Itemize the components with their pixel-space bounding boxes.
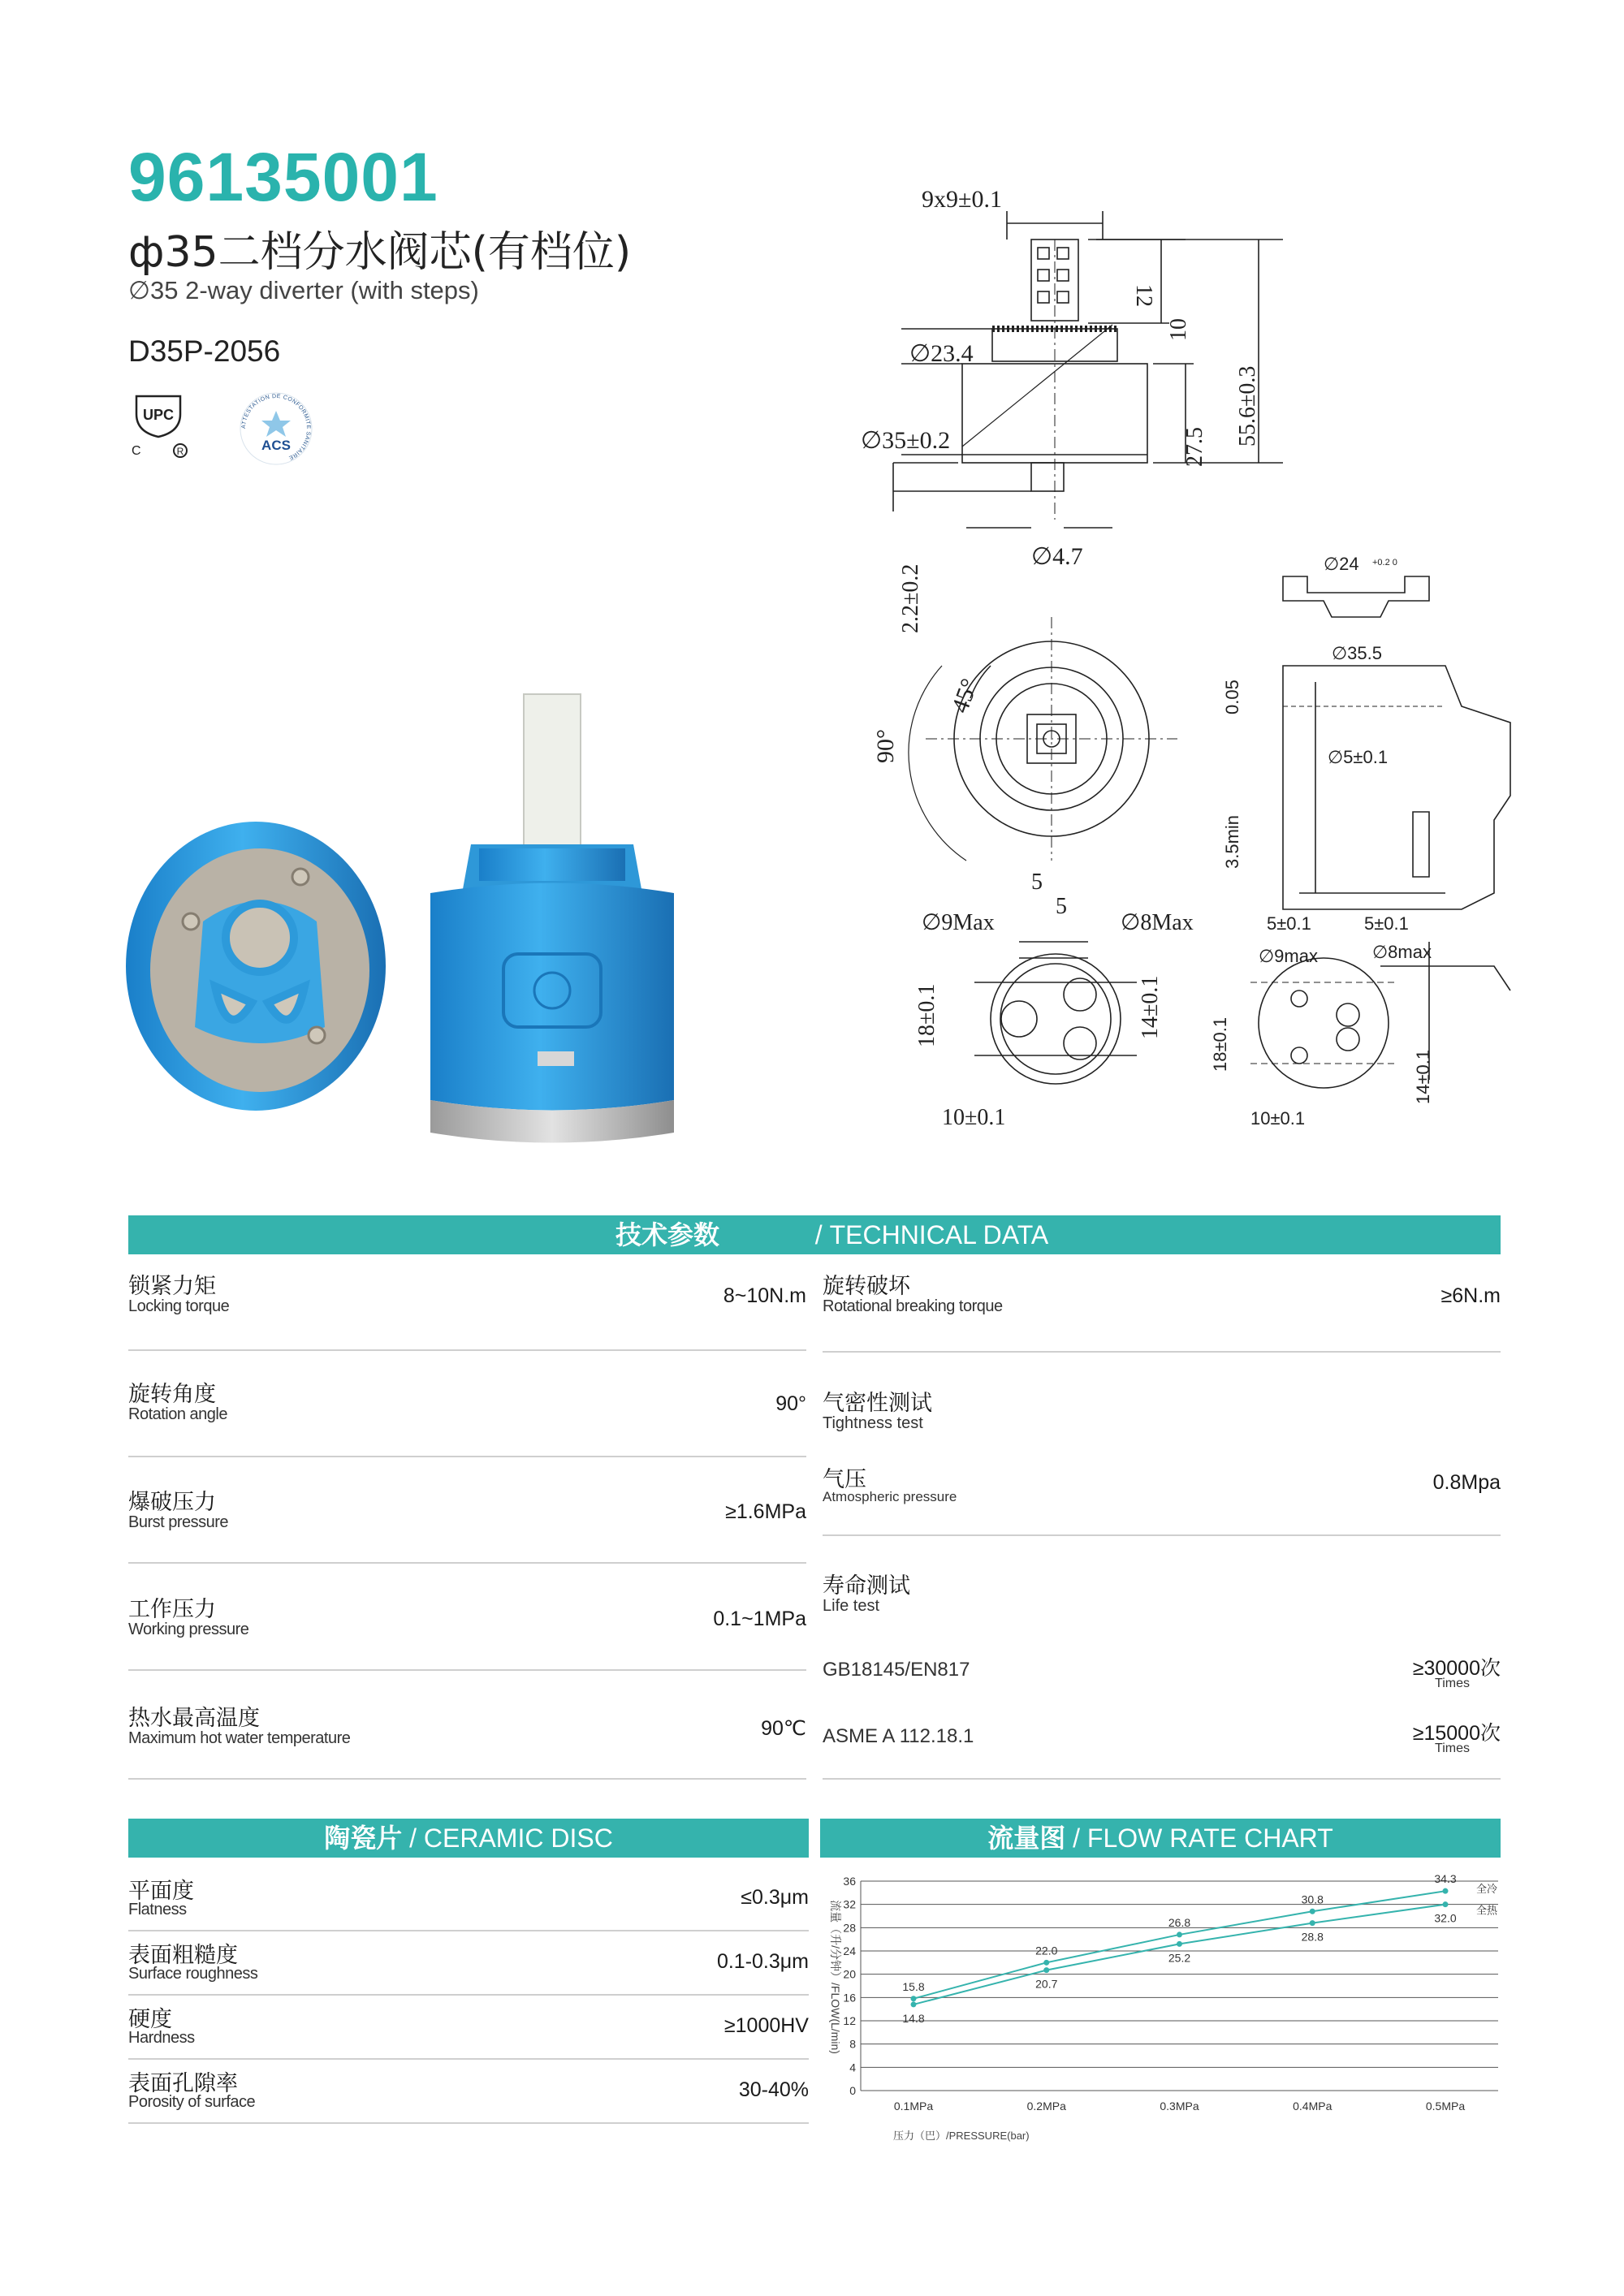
label-body-height: 27.5: [1182, 427, 1207, 467]
ceramic-name-cn: 硬度: [128, 2007, 172, 2032]
life-test-unit: Times: [1435, 1677, 1470, 1690]
label-seat-5b: 5±0.1: [1364, 913, 1409, 934]
chart-y-tick-label: 20: [843, 1967, 856, 1981]
chart-data-label: 28.8: [1301, 1930, 1324, 1944]
chart-x-tick-label: 0.4MPa: [1293, 2100, 1332, 2113]
label-total-height: 55.6±0.3: [1235, 365, 1260, 447]
spec-row: [128, 1482, 806, 1564]
spec-name-en: Burst pressure: [128, 1513, 229, 1531]
spec-name-cn: 锁紧力矩: [128, 1274, 216, 1299]
spec-name-en: Working pressure: [128, 1621, 249, 1638]
chart-y-tick-label: 32: [843, 1897, 856, 1911]
chart-data-point: [1443, 1901, 1449, 1907]
upc-certification-logo: [122, 390, 195, 463]
label-bottom-5a: 5: [1031, 870, 1043, 895]
label-seat-d35: ∅35.5: [1332, 643, 1382, 663]
spec-name-en: Maximum hot water temperature: [128, 1729, 351, 1747]
spec-name-en: Locking torque: [128, 1297, 230, 1315]
chart-data-point: [1443, 1888, 1449, 1894]
chart-legend-label: 全热: [1476, 1904, 1498, 1917]
spec-row: [128, 1375, 806, 1457]
spec-name-cn: 工作压力: [128, 1597, 216, 1622]
spec-value: ≥6N.m: [1440, 1284, 1501, 1307]
spec-name-en: Atmospheric pressure: [823, 1489, 957, 1504]
chart-y-tick-label: 8: [849, 2037, 856, 2051]
ceramic-row: [128, 2064, 809, 2124]
spec-name-cn: 气密性测试: [823, 1391, 932, 1416]
acs-text: ACS: [261, 438, 291, 453]
life-test-value: ≥30000次: [1412, 1657, 1501, 1680]
acs-certification-logo: [235, 388, 317, 469]
label-seat-d24: ∅24: [1324, 554, 1359, 574]
product-code: D35P-2056: [128, 334, 281, 368]
ceramic-title-en: / CERAMIC DISC: [409, 1823, 613, 1853]
ceramic-row: [128, 2000, 809, 2060]
spec-name-cn: 旋转角度: [128, 1382, 216, 1407]
label-seat-tolerance: +0.2 0: [1372, 558, 1397, 568]
chart-data-label: 14.8: [902, 2011, 925, 2025]
spec-block-tightness: [823, 1380, 1501, 1536]
top-view-drawing: [909, 617, 1177, 861]
chart-data-label: 25.2: [1168, 1951, 1191, 1965]
svg-text:C: C: [132, 444, 141, 458]
ceramic-name-cn: 平面度: [128, 1879, 194, 1904]
spec-row: [128, 1698, 806, 1780]
spec-name-cn: 气压: [823, 1467, 866, 1492]
label-seat-d5: ∅5±0.1: [1328, 747, 1389, 767]
ceramic-name-cn: 表面孔隙率: [128, 2071, 238, 2096]
side-view-drawing: [893, 211, 1283, 528]
ceramic-name-cn: 表面粗糙度: [128, 1943, 238, 1968]
label-stem-height: 12: [1131, 284, 1156, 307]
spec-name-cn: 寿命测试: [823, 1573, 910, 1599]
chart-y-axis-label: 流量（升/分钟）/FLOW(L/min): [829, 1900, 842, 2054]
spec-name-en: Life test: [823, 1597, 880, 1615]
label-pin-height: 2.2±0.2: [898, 563, 923, 633]
spec-row-breaking-torque: [823, 1267, 1501, 1353]
chart-legend-label: 全冷: [1476, 1883, 1498, 1896]
ceramic-title-cn: 陶瓷片: [324, 1823, 403, 1853]
spec-block-life-test: [823, 1563, 1501, 1780]
life-test-standard: ASME A 112.18.1: [823, 1725, 974, 1747]
life-test-unit: Times: [1435, 1741, 1470, 1755]
ceramic-row: [128, 1871, 809, 1931]
chart-x-tick-label: 0.1MPa: [893, 2100, 934, 2113]
technical-drawings: [844, 179, 1527, 1153]
chart-data-point: [1177, 1931, 1182, 1937]
chart-data-label: 30.8: [1301, 1892, 1324, 1906]
spec-value: 90°: [775, 1392, 806, 1415]
spec-value: 90℃: [761, 1717, 806, 1740]
flow-chart-header: [820, 1819, 1501, 1858]
chart-y-tick-label: 36: [843, 1875, 856, 1888]
label-seat-5a: 5±0.1: [1267, 913, 1311, 934]
model-number: 96135001: [128, 139, 438, 215]
chart-data-label: 32.0: [1434, 1911, 1457, 1925]
ceramic-row: [128, 1936, 809, 1996]
label-seat-10: 10±0.1: [1250, 1108, 1306, 1129]
spec-value: 0.8Mpa: [1432, 1471, 1501, 1494]
chart-data-point: [1310, 1909, 1315, 1914]
chart-y-tick-label: 16: [843, 1991, 856, 2005]
ceramic-name-en: Porosity of surface: [128, 2093, 256, 2111]
spec-row: [128, 1267, 806, 1351]
ceramic-name-en: Surface roughness: [128, 1965, 258, 1983]
label-stem: 9x9±0.1: [922, 186, 1002, 213]
chart-x-tick-label: 0.5MPa: [1425, 2100, 1466, 2113]
chart-data-point: [911, 2001, 917, 2007]
spec-name-en: Tightness test: [823, 1414, 923, 1432]
label-top-height: 10: [1166, 318, 1191, 341]
chart-data-point: [1043, 1960, 1049, 1966]
chart-y-tick-label: 0: [849, 2084, 856, 2097]
spec-name-cn: 旋转破坏: [823, 1274, 910, 1299]
flow-title-cn: 流量图: [987, 1823, 1066, 1853]
chart-data-point: [911, 1996, 917, 2001]
cartridge-side-photo: [430, 694, 674, 1143]
chart-x-tick-label: 0.2MPa: [1026, 2100, 1066, 2113]
chart-data-label: 15.8: [902, 1979, 925, 1993]
product-photos: [122, 678, 706, 1153]
chart-y-tick-label: 24: [843, 1944, 856, 1957]
label-seat-8max: ∅8max: [1372, 942, 1432, 962]
ceramic-value: 30-40%: [738, 2078, 809, 2101]
chart-data-label: 26.8: [1168, 1915, 1191, 1929]
flow-title-en: / FLOW RATE CHART: [1073, 1823, 1333, 1853]
label-bottom-18: 18±0.1: [914, 983, 939, 1047]
life-test-row: [823, 1652, 1501, 1693]
ceramic-disc-header: [128, 1819, 809, 1858]
spec-name-cn: 爆破压力: [128, 1490, 216, 1515]
cartridge-bottom-photo: [126, 822, 386, 1111]
life-test-row: [823, 1717, 1501, 1758]
flow-rate-chart: [820, 1871, 1502, 2147]
chart-data-point: [1043, 1967, 1049, 1973]
chart-data-point: [1310, 1920, 1315, 1926]
chart-data-label: 34.3: [1434, 1872, 1457, 1886]
label-pin-diameter: ∅4.7: [1031, 543, 1083, 570]
label-seat-3-5min: 3.5min: [1222, 814, 1242, 869]
label-bottom-9max: ∅9Max: [922, 910, 995, 935]
label-body-diameter: ∅35±0.2: [861, 427, 951, 454]
ceramic-name-en: Hardness: [128, 2029, 195, 2047]
chart-y-tick-label: 4: [849, 2061, 856, 2074]
technical-title-cn: 技术参数: [615, 1220, 720, 1249]
label-seat-14: 14±0.1: [1413, 1049, 1433, 1104]
label-bottom-5b: 5: [1056, 894, 1067, 919]
ceramic-value: ≤0.3μm: [741, 1886, 809, 1909]
chart-data-point: [1177, 1941, 1182, 1947]
label-angle-45: 45°: [946, 675, 983, 717]
acs-ring-text: ATTESTATION DE CONFORMITE SANITAIRE: [240, 393, 312, 461]
product-title-en: ∅35 2-way diverter (with steps): [128, 276, 479, 304]
label-seat-flatness: 0.05: [1222, 680, 1242, 714]
label-seat-9max: ∅9max: [1259, 946, 1318, 966]
spec-name-en: Rotational breaking torque: [823, 1297, 1003, 1315]
label-seat-18: 18±0.1: [1210, 1016, 1230, 1072]
label-angle-90: 90°: [872, 729, 899, 763]
label-bottom-10: 10±0.1: [942, 1105, 1006, 1130]
technical-data-header: [128, 1215, 1501, 1254]
label-top-diameter: ∅23.4: [909, 340, 974, 367]
ceramic-value: ≥1000HV: [723, 2014, 809, 2037]
upc-text: UPC: [142, 407, 175, 423]
spec-name-cn: 热水最高温度: [128, 1706, 260, 1731]
chart-x-axis-label: 压力（巴）/PRESSURE(bar): [893, 2130, 1030, 2142]
label-bottom-8max: ∅8Max: [1121, 910, 1194, 935]
life-test-standard: GB18145/EN817: [823, 1659, 970, 1681]
chart-y-tick-label: 12: [843, 2014, 856, 2027]
svg-text:R: R: [176, 446, 184, 457]
spec-name-en: Rotation angle: [128, 1405, 227, 1423]
seat-section-drawing: [1283, 576, 1510, 909]
ceramic-value: 0.1-0.3μm: [716, 1950, 809, 1973]
spec-row: [128, 1590, 806, 1671]
technical-title-en: / TECHNICAL DATA: [814, 1220, 1049, 1249]
spec-value: ≥1.6MPa: [725, 1500, 806, 1523]
label-bottom-14: 14±0.1: [1138, 975, 1163, 1039]
spec-value: 0.1~1MPa: [713, 1608, 806, 1630]
chart-data-label: 22.0: [1035, 1944, 1058, 1957]
chart-x-tick-label: 0.3MPa: [1160, 2100, 1199, 2113]
product-title-cn: ф35二档分水阀芯(有档位): [128, 228, 632, 277]
spec-value: 8~10N.m: [723, 1284, 806, 1307]
bottom-view-drawing: [974, 942, 1137, 1084]
chart-y-tick-label: 28: [843, 1921, 856, 1935]
chart-data-label: 20.7: [1035, 1977, 1058, 1991]
life-test-value: ≥15000次: [1412, 1722, 1501, 1745]
ceramic-name-en: Flatness: [128, 1901, 187, 1918]
